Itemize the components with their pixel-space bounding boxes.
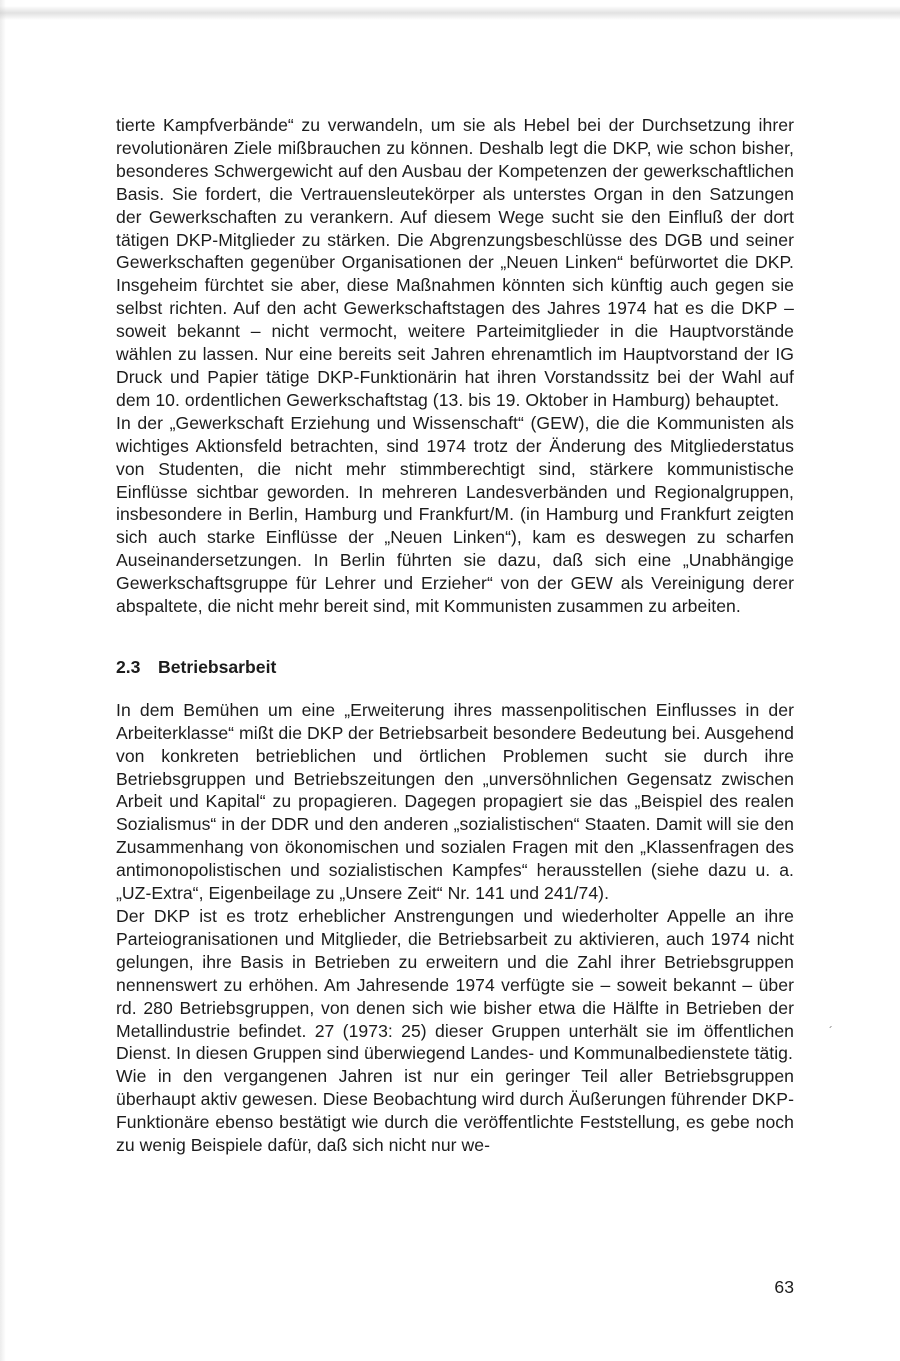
paragraph-trade-union-influence: tierte Kampfverbände“ zu verwandeln, um sie als Hebel bei der Durchsetzung ihrer revolutionären Ziele mißbrauchen zu können. Deshalb legt die DKP, wie schon bisher, besonderes Schwergewicht auf den Ausbau der Kompetenzen der gewerkschaftlichen Basis. Sie fordert, die Vertrauensleutekörper als unterstes Organ in den Satzungen der Gewerkschaften zu verankern. Auf diesem Wege sucht sie den Einfluß der dort tätigen DKP-Mitglieder zu stärken. Die Abgrenzungsbeschlüsse des DGB und seiner Gewerkschaften gegenüber Organisationen der „Neuen Linken“ befürwortet die DKP. Insgeheim fürchtet sie aber, diese Maßnahmen könnten sich künftig auch gegen sie selbst richten. Auf den acht Gewerkschaftstagen des Jahres 1974 hat es die DKP – soweit bekannt – nicht vermocht, weitere Parteimitglieder in die Hauptvorstände wählen zu lassen. Nur eine bereits seit Jahren ehrenamtlich im Hauptvorstand der IG Druck und Papier tätige DKP-Funktionärin hat ihren Vorstandssitz bei der Wahl auf dem 10. ordentlichen Gewerkschaftstag (13. bis 19. Oktober in Hamburg) behauptet. (116, 115, 794, 410)
section-heading (116, 656, 794, 679)
paragraph-betriebsarbeit-intro: In dem Bemühen um eine „Erweiterung ihres massenpolitischen Einflusses in der Arbeiterklasse“ mißt die DKP der Betriebsarbeit besondere Bedeutung bei. Ausgehend von konkreten betrieblichen und örtlichen Problemen sucht sie durch ihre Betriebsgruppen und Betriebszeitungen den „unversöhnlichen Gegensatz zwischen Arbeit und Kapital“ zu propagieren. Dagegen propagiert sie das „Beispiel des realen Sozialismus“ in der DDR und den anderen „sozialistischen“ Staaten. Damit will sie den Zusammenhang von ökonomischen und sozialen Fragen mit den „Klassenfragen des antimonopolistischen und sozialistischen Kampfes“ herausstellen (siehe dazu u. a. „UZ-Extra“, Eigenbeilage zu „Unsere Zeit“ Nr. 141 und 241/74). (116, 699, 794, 904)
document-page (116, 114, 794, 1157)
page-number: 63 (774, 1277, 794, 1297)
scan-left-edge (0, 0, 6, 1361)
section-number: 2.3 (116, 656, 141, 677)
section-title: Betriebsarbeit (158, 656, 277, 677)
paragraph-gew: In der „Gewerkschaft Erziehung und Wissenschaft“ (GEW), die die Kommunisten als wichtiges Aktionsfeld betrachten, sind 1974 trotz der Änderung des Mitgliederstatus von Studenten, die nicht mehr stimmberechtigt sind, stärkere kommunistische Einflüsse sichtbar geworden. In mehreren Landesverbänden und Regionalgruppen, insbesondere in Berlin, Hamburg und Frankfurt/M. (in Hamburg und Frankfurt zeigten sich auch starke Einflüsse der „Neuen Linken“), kam es deswegen zu scharfen Auseinandersetzungen. In Berlin führten sie dazu, daß sich eine „Unabhängige Gewerkschaftsgruppe für Lehrer und Erzieher“ von der GEW als Vereinigung derer abspaltete, die nicht mehr bereit sind, mit Kommunisten zusammen zu arbeiten. (116, 412, 794, 617)
paragraph-betriebsgruppen: Der DKP ist es trotz erheblicher Anstrengungen und wiederholter Appelle an ihre Parteiogranisationen und Mitglieder, die Betriebsarbeit zu aktivieren, auch 1974 nicht gelungen, ihre Basis in Betrieben zu erweitern und die Zahl ihrer Betriebsgruppen nennenswert zu erhöhen. Am Jahresende 1974 verfügte sie – soweit bekannt – über rd. 280 Betriebsgruppen, von denen sich wie bisher etwa die Hälfte in Betrieben der Metallindustrie befindet. 27 (1973: 25) dieser Gruppen unterhält sie im öffentlichen Dienst. In diesen Gruppen sind überwiegend Landes- und Kommunalbedienstete tätig. (116, 906, 794, 1064)
paragraph-activity: Wie in den vergangenen Jahren ist nur ein geringer Teil aller Betriebsgruppen überhaupt aktiv gewesen. Diese Beobachtung wird durch Äußerungen führender DKP-Funktionäre ebenso bestätigt wie durch die veröffentlichte Feststellung, es gebe noch zu wenig Beispiele dafür, daß sich nicht nur we- (116, 1066, 794, 1156)
scan-top-edge (0, 6, 900, 20)
scan-speck: ´ (829, 1024, 833, 1038)
